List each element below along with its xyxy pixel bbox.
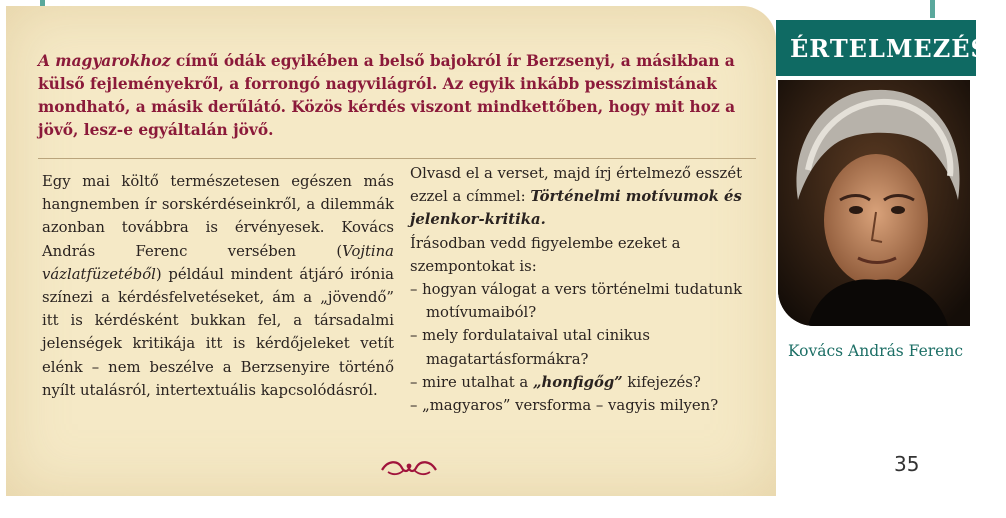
section-heading: ÉRTELMEZÉS <box>790 34 989 63</box>
portrait-illustration <box>778 80 970 326</box>
list-item <box>410 371 760 394</box>
q3-keyword: „honfigőg” <box>532 373 623 391</box>
task-paragraph <box>410 162 760 232</box>
left-column <box>42 170 394 402</box>
left-text-1: Egy mai költő természetesen egészen más hangnemben ír sorskérdéseinkről, a dilemmák azonban továbbra is érvényesek. Kovács András Ferenc versében ( <box>42 173 394 260</box>
intro-paragraph <box>38 50 756 142</box>
section-heading-box <box>776 20 989 76</box>
divider-line <box>38 158 756 159</box>
ornament-icon <box>378 456 440 480</box>
criteria-intro: Írásodban vedd figyelembe ezeket a szempontokat is: <box>410 234 681 275</box>
task-text: Olvasd el a verset, majd írj értelmező esszét ezzel a címmel: <box>410 165 743 206</box>
author-photo <box>778 80 970 326</box>
list-item: – mely fordulataival utal cinikus magatartásformákra? <box>410 327 650 368</box>
poem-title: Vojtina vázlatfüzetéből <box>42 242 394 283</box>
intro-title: A magyarokhoz <box>38 52 171 70</box>
page-number: 35 <box>894 452 920 476</box>
list-item: – „magyaros” versforma – vagyis milyen? <box>410 397 719 415</box>
right-column <box>410 162 760 417</box>
q3-text-b: kifejezés? <box>622 373 701 391</box>
question-list <box>410 278 760 417</box>
q3-text-a: – mire utalhat a <box>410 373 533 391</box>
essay-title: Történelmi motívumok és jelenkor-kritika. <box>410 188 742 229</box>
top-accent-right <box>930 0 935 18</box>
left-text-2: ) például mindent átjáró irónia színezi a kérdésfelvetéseket, ám a „jövendő” itt is kérdésként bukkan fel, a társadalmi jelenségek kritikája itt is kérdőjeleket vetít elénk – nem beszélve a Berzsenyire történő nyílt utalásról, intertextuális kapcsolódásról. <box>42 265 394 399</box>
intro-text: című ódák egyikében a belső bajokról ír Berzsenyi, a másikban a külső fejleményekről, a forrongó nagyvilágról. Az egyik inkább pesszimistának mondható, a másik derűlátó. Közös kérdés viszont mindkettőben, hogy mit hoz a jövő, lesz-e egyáltalán jövő. <box>38 52 736 139</box>
photo-caption: Kovács András Ferenc <box>788 342 964 360</box>
list-item: – hogyan válogat a vers történelmi tudatunk motívumaiból? <box>410 281 743 322</box>
parchment-panel <box>6 6 776 496</box>
left-paragraph <box>42 170 394 402</box>
